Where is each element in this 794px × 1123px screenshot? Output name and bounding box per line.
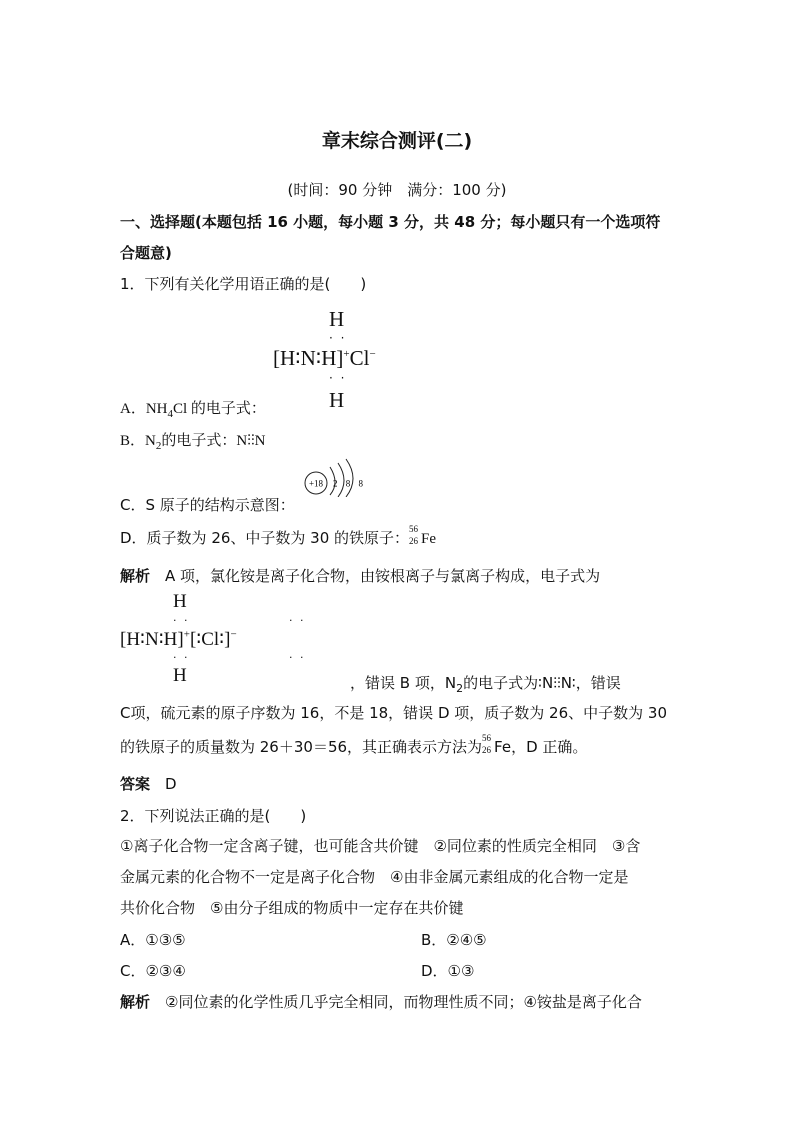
analysis-lewis-dots-bottom: · ·: [173, 651, 190, 664]
question-2-option-c: C．②③④: [120, 962, 186, 980]
question-2-line-1: ①离子化合物一定含离子键，也可能含共价键 ②同位素的性质完全相同 ③含: [120, 837, 641, 855]
question-1-option-a: A．$NH_4Cl$ 的电子式：: [120, 401, 266, 420]
lewis-minus-charge: −: [369, 348, 376, 360]
question-2-option-d: D．①③: [421, 962, 475, 980]
analysis-1-line-4: 的铁原子的质量数为 26＋30＝56，其正确表示方法为 56 26 Fe，D 正确。: [120, 733, 588, 756]
fe-atomic-number: 26: [409, 536, 419, 546]
answer-value: D: [165, 775, 177, 793]
page-title: 章末综合测评(二): [321, 130, 473, 152]
shell-electrons: 2 8 8: [333, 478, 366, 489]
analysis-lewis-row: [H∶N∶H]+[∶Cl∶]−: [120, 628, 237, 650]
analysis-lewis-h-top: H: [173, 591, 187, 612]
question-2-option-a: A．①③⑤: [120, 931, 186, 949]
analysis-2-line-1: 解析 ②同位素的化学性质几乎完全相同，而物理性质不同；④铵盐是离子化合: [120, 993, 642, 1011]
lewis-h-bottom: H: [329, 388, 345, 412]
analysis-cl-dots-top: · ·: [289, 614, 306, 627]
question-1-option-c: C．S 原子的结构示意图：: [120, 496, 295, 514]
analysis-1-line-1: 解析 A 项，氯化铵是离子化合物，由铵根离子与氯离子构成，电子式为: [120, 567, 601, 585]
analysis-label: 解析: [120, 993, 151, 1011]
lewis-plus-charge: +: [343, 348, 350, 360]
question-2-stem: 2．下列说法正确的是( ): [120, 807, 307, 825]
question-2-line-3: 共价化合物 ⑤由分子组成的物质中一定存在共价键: [120, 899, 464, 917]
lewis-h-top: H: [329, 307, 345, 331]
analysis-lewis-h-bottom: H: [173, 665, 187, 686]
section-heading-cont: 合题意): [120, 244, 172, 262]
analysis-1-line-3: C项，硫元素的原子序数为 16，不是 18，错误 D 项，质子数为 26、中子数为 30: [120, 704, 667, 722]
analysis-lewis-dots-top: · ·: [173, 614, 190, 627]
lewis-dots-bottom: · ·: [329, 371, 347, 385]
nucleus-charge: +18: [308, 478, 324, 489]
analysis-1-line-2: ，错误 B 项，$N_2$的电子式为∶N⫶⫶N∶，错误: [350, 674, 621, 695]
question-1-stem: 1．下列有关化学用语正确的是( ): [120, 275, 367, 293]
sulfur-atom-diagram: [300, 455, 370, 497]
answer-label: 答案: [120, 775, 151, 793]
lewis-ammonium: [H∶N∶H]: [273, 346, 344, 370]
section-heading: 一、选择题(本题包括 16 小题，每小题 3 分，共 48 分；每小题只有一个选项符: [120, 213, 661, 231]
lewis-dots-top: · ·: [329, 331, 347, 345]
answer-1: [120, 773, 177, 794]
analysis-label: 解析: [120, 567, 151, 585]
question-1-option-d: D．质子数为 26、中子数为 30 的铁原子： 56 26 Fe: [120, 524, 437, 547]
question-1-option-b: B．$N_2$的电子式：N⫶⫶N: [120, 433, 266, 452]
question-2-option-b: B．②④⑤: [421, 931, 487, 949]
lewis-row: [273, 346, 376, 371]
fe-mass-number: 56: [409, 524, 419, 534]
lewis-chloride: Cl: [349, 346, 370, 370]
question-2-line-2: 金属元素的化合物不一定是离子化合物 ④由非金属元素组成的化合物一定是: [120, 868, 629, 886]
exam-info: (时间：90 分钟 满分：100 分): [287, 181, 507, 199]
analysis-cl-dots-bottom: · ·: [289, 651, 306, 664]
